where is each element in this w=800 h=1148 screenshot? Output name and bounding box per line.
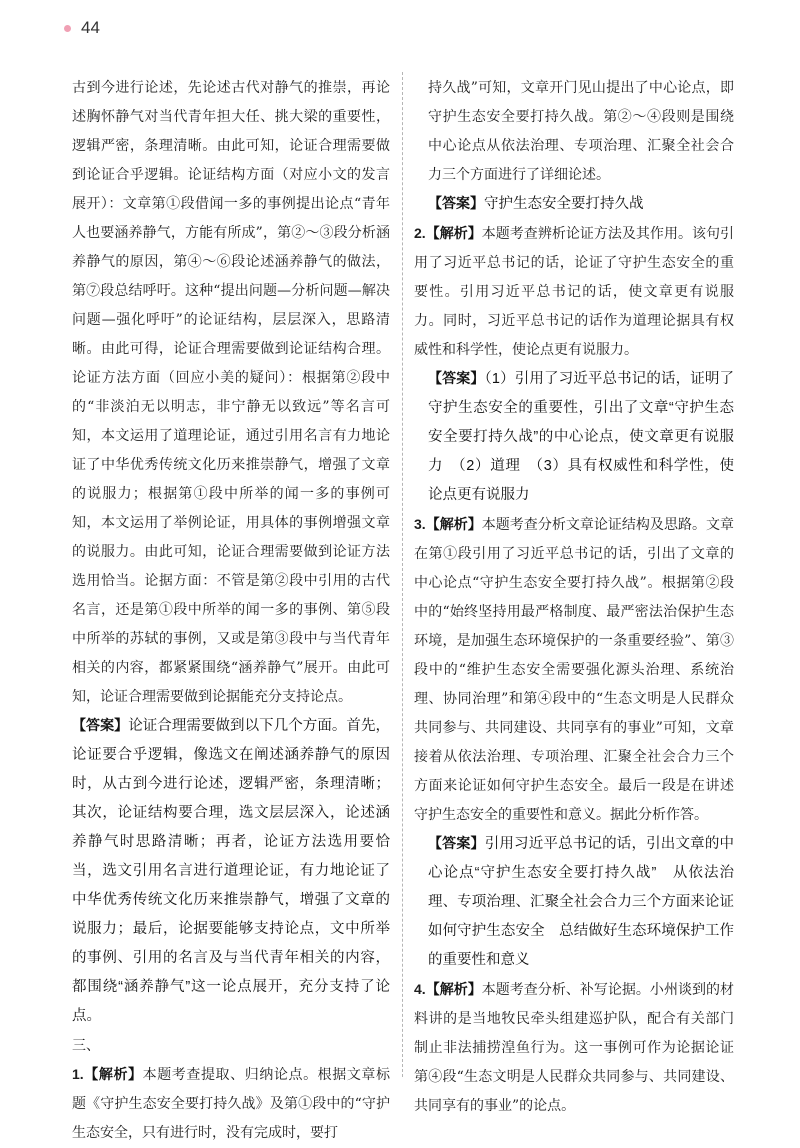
answer-tag: 【答案】	[428, 836, 485, 852]
analysis-tag: 【解析】	[425, 982, 482, 998]
answer-text: （1）引用了习近平总书记的话，证明了守护生态安全的重要性，引出了文章“守护生态安全要打持久战”的中心论点，使文章更有说服力 （2）道理 （3）具有权威性和科学性，使论点更有说服力	[428, 371, 734, 503]
analysis-text: 本题考查辨析论证方法及其作用。该句引用了习近平总书记的话，论证了守护生态安全的重要性。引用习近平总书记的话，使文章更有说服力。同时，习近平总书记的话作为道理论据具有权威性和科学性，使论点更有说服力。	[414, 226, 735, 358]
analysis-tag: 【解析】	[425, 517, 482, 533]
answer-text: 论证合理需要做到以下几个方面。首先，论证要合乎逻辑，像选文在阐述涵养静气的原因时，从古到今进行论述，逻辑严密，条理清晰；其次，论证结构要合理，选文层层深入，论述涵养静气时思路清晰；再者，论证方法选用要恰当，选文引用名言进行道理论证，有力地论证了中华优秀传统文化历来推崇静气，增强了文章的说服力；最后，论据要能够支持论点，文中所举的事例、引用的名言及与当代青年相关的内容，都围绕“涵养静气”这一论点展开，充分支持了论点。	[72, 718, 391, 1024]
page-header	[64, 16, 100, 40]
answer-tag: 【答案】	[428, 371, 485, 387]
question-number: 1.	[72, 1066, 84, 1082]
answer-tag: 【答案】	[72, 718, 129, 734]
analysis-tag: 【解析】	[425, 226, 482, 242]
question-3-answer	[414, 830, 734, 975]
question-3-analysis	[414, 510, 734, 830]
answer-text: 引用习近平总书记的话，引出文章的中心论点“守护生态安全要打持久战” 从依法治理、专项治理、汇聚全社会合力三个方面来论证如何守护生态安全 总结做好生态环境保护工作的重要性和意义	[428, 836, 735, 968]
page-number: 44	[81, 18, 100, 37]
question-number: 3.	[414, 516, 426, 532]
header-dot-icon	[64, 25, 71, 32]
analysis-text: 本题考查提取、归纳论点。根据文章标题《守护生态安全要打持久战》及第①段中的“守护生态安全，只有进行时，没有完成时，要打	[72, 1067, 391, 1141]
question-number: 4.	[414, 981, 426, 997]
question-1-analysis	[72, 1060, 390, 1148]
section-heading: 三、	[72, 1037, 100, 1053]
answer-tag: 【答案】	[428, 196, 484, 212]
question-4-analysis	[414, 975, 734, 1121]
left-column	[72, 74, 390, 1148]
question-number: 2.	[414, 225, 426, 241]
answer-block	[72, 712, 390, 1031]
question-2-analysis	[414, 219, 734, 365]
column-divider	[402, 72, 403, 1077]
analysis-text: 本题考查分析文章论证结构及思路。文章在第①段引用了习近平总书记的话，引出了文章的中心论点“守护生态安全要打持久战”。根据第②段中的“始终坚持用最严格制度、最严密法治保护生态环境，是加强生态环境保护的一条重要经验”、第③段中的“维护生态安全需要强化源头治理、系统治理、协同治理”和第④段中的“生态文明是人民群众共同参与、共同建设、共同享有的事业”可知，文章接着从依法治理、专项治理、汇聚全社会合力三个方面来论证如何守护生态安全。最后一段是在讲述守护生态安全的重要性和意义。据此分析作答。	[414, 517, 735, 823]
answer-text: 守护生态安全要打持久战	[484, 196, 644, 212]
question-2-answer	[414, 365, 734, 510]
analysis-continued: 古到今进行论述，先论述古代对静气的推崇，再论述胸怀静气对当代青年担大任、挑大梁的重要性，逻辑严密，条理清晰。由此可知，论证合理需要做到论证合乎逻辑。论证结构方面（对应小文的发言展开）：文章第①段借闻一多的事例提出论点“青年人也要涵养静气，方能有所成”，第②～③段分析涵养静气的原因，第④～⑥段论述涵养静气的做法，第⑦段总结呼吁。这种“提出问题—分析问题—解决问题—强化呼吁”的论证结构，层层深入，思路清晰。由此可得，论证合理需要做到论证结构合理。论证方法方面（回应小美的疑问）：根据第②段中的“非淡泊无以明志，非宁静无以致远”等名言可知，本文运用了道理论证，通过引用名言有力地论证了中华优秀传统文化历来推崇静气，增强了文章的说服力；根据第①段中所举的闻一多的事例可知，本文运用了举例论证，用具体的事例增强文章的说服力。由此可知，论证合理需要做到论证方法选用恰当。论据方面：不管是第②段中引用的古代名言，还是第①段中所举的闻一多的事例、第⑤段中所举的苏轼的事例，又或是第③段中与当代青年相关的内容，都紧紧围绕“涵养静气”展开。由此可知，论证合理需要做到论据能充分支持论点。	[72, 80, 390, 705]
analysis-tag: 【解析】	[83, 1067, 143, 1083]
question-1-answer	[414, 190, 734, 219]
question-1-analysis-continued: 持久战”可知，文章开门见山提出了中心论点，即守护生态安全要打持久战。第②～④段则是围绕中心论点从依法治理、专项治理、汇聚全社会合力三个方面进行了详细论述。	[428, 80, 734, 183]
analysis-text: 本题考查分析、补写论据。小州谈到的材料讲的是当地牧民牵头组建巡护队，配合有关部门制止非法捕捞湟鱼行为。这一事例可作为论据论证第④段“生态文明是人民群众共同参与、共同建设、共同享有的事业”的论点。	[414, 982, 735, 1114]
right-column	[414, 74, 734, 1121]
